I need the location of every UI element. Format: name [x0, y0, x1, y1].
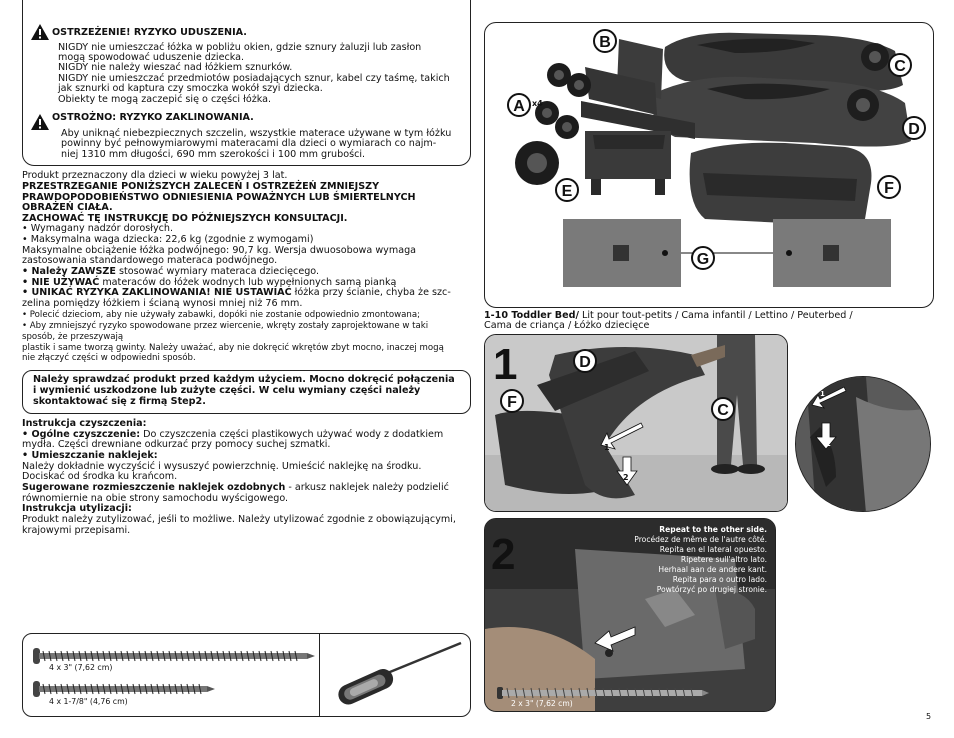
inspection-box	[22, 370, 471, 414]
step-number: 1	[493, 340, 518, 389]
bullet-item: nie złączyć części w odpowiedni sposób.	[22, 353, 196, 363]
repeat-line: Powtórzyć po drugiej stronie.	[656, 585, 767, 594]
screwdriver-icon	[329, 640, 465, 712]
hardware-box	[22, 633, 471, 717]
bullet-item: sposób, że przeszywają	[22, 332, 124, 342]
warning-heading: PRZESTRZEGANIE PONIŻSZYCH ZALECEŃ I OSTRZEŻEŃ ZMNIEJSZY	[22, 181, 380, 192]
page-number: 5	[926, 712, 932, 721]
step1-label-c: C	[711, 397, 735, 421]
part-label-g: G	[691, 246, 715, 270]
disposal-text: krajowymi przepisami.	[22, 525, 131, 536]
warning-line: NIGDY nie umieszczać przedmiotów posiadających sznur, kabel czy taśmę, takich	[58, 73, 450, 84]
step2-photo	[484, 518, 776, 712]
warning-line: mogą spowodować uduszenie dziecka.	[58, 52, 245, 63]
bullet-item: • Wymagany nadzór dorosłych.	[22, 223, 174, 234]
decal-text: Dociskać od środka ku krańcom.	[22, 471, 178, 482]
keep-instructions: ZACHOWAĆ TĘ INSTRUKCJĘ DO PÓŹNIEJSZYCH KONSULTACJI.	[22, 213, 348, 224]
step1-detail-illustration	[796, 377, 931, 512]
warning-box	[22, 0, 471, 166]
bullet-item: zelina pomiędzy łóżkiem i ścianą wynosi mniej niż 76 mm.	[22, 298, 303, 309]
caution-title: OSTROŻNO: RYZYKO ZAKLINOWANIA.	[52, 112, 254, 123]
repeat-line: Procédez de même de l'autre côté.	[634, 535, 767, 544]
bullet-item: zastosowania standardowego materaca podwójnego.	[22, 255, 278, 266]
long-screw-label: 4 x 3" (7,62 cm)	[49, 663, 113, 672]
repeat-line: Repita en el lateral opuesto.	[659, 545, 767, 554]
step1-label-f: F	[500, 389, 524, 413]
cleaning-general: mydła. Części drewniane odkurzać przy pomocy suchej szmatki.	[22, 439, 331, 450]
warning-title: OSTRZEŻENIE! RYZYKO UDUSZENIA.	[52, 27, 247, 38]
repeat-line: Repita para o outro lado.	[672, 575, 767, 584]
warning-line: jak sznurki od kaptura czy smoczka wokół szyi dziecka.	[58, 83, 323, 94]
inspection-line: i wymienić uszkodzone lub zużyte części. W celu wymiany części należy	[33, 385, 421, 396]
part-label-c: C	[888, 53, 912, 77]
bullet-item: • Maksymalna waga dziecka: 22,6 kg (zgodnie z wymogami)	[22, 234, 314, 245]
hardware-divider	[319, 634, 320, 716]
inspection-line: skontaktować się z firmą Step2.	[33, 396, 206, 407]
warning-heading: OBRAŻEŃ CIAŁA.	[22, 202, 113, 213]
bullet-item: • Aby zmniejszyć ryzyko spowodowane przez wiercenie, wkręty zostały zaprojektowane w taki	[22, 321, 429, 331]
decal-title: • Umieszczanie naklejek:	[22, 450, 158, 461]
repeat-instructions	[634, 525, 767, 595]
part-a-quantity: x4	[532, 99, 543, 108]
caution-line: Aby uniknąć niebezpiecznych szczelin, wszystkie materace używane w tym łóżku	[61, 128, 452, 139]
warning-line: NIGDY nie należy wieszać nad łóżkiem sznurków.	[58, 62, 293, 73]
repeat-line: Repeat to the other side.	[659, 525, 767, 534]
product-caption: Cama de criança / Łóżko dziecięce	[484, 320, 650, 331]
warning-triangle-icon	[30, 23, 50, 41]
bullet-item: plastik i same tworzą gwinty. Należy uważać, aby nie dokręcić wkrętów zbyt mocno, inaczej mogą	[22, 343, 444, 353]
detail-arrow-number: 1	[820, 390, 825, 398]
step-number: 2	[491, 530, 516, 579]
decal-placement: Sugerowane rozmieszczenie naklejek ozdobnych - arkusz naklejek należy podzielić	[22, 482, 449, 493]
part-label-a: A	[507, 93, 531, 117]
short-screw-label: 4 x 1-7/8" (4,76 cm)	[49, 697, 128, 706]
decal-placement: równomiernie na obie strony samochodu wyścigowego.	[22, 493, 289, 504]
cleaning-title: Instrukcja czyszczenia:	[22, 418, 147, 429]
bullet-item: • UNIKAĆ RYZYKA ZAKLINOWANIA! NIE USTAWIAĆ łóżka przy ścianie, chyba że szc-	[22, 287, 451, 298]
age-text: Produkt przeznaczony dla dzieci w wieku powyżej 3 lat.	[22, 170, 288, 181]
part-label-b: B	[593, 29, 617, 53]
bullet-item: • Należy ZAWSZE stosować wymiary materaca dziecięcego.	[22, 266, 320, 277]
product-caption: 1-10 Toddler Bed/ Lit pour tout-petits / Cama infantil / Lettino / Peuterbed /	[484, 310, 853, 321]
caution-triangle-icon	[30, 113, 50, 131]
step1-arrow-number: 2	[623, 473, 629, 482]
step1-detail-circle	[795, 376, 931, 512]
cleaning-general: • Ogólne czyszczenie: Do czyszczenia części plastikowych używać wody z dodatkiem	[22, 429, 444, 440]
step2-screw-label: 2 x 3" (7,62 cm)	[511, 699, 573, 708]
warning-heading: PRAWDOPODOBIEŃSTWO ODNIESIENIA POWAŻNYCH LUB ŚMIERTELNYCH	[22, 192, 416, 203]
caution-line: niej 1310 mm długości, 690 mm szerokości i 100 mm grubości.	[61, 149, 366, 160]
short-screw-icon	[33, 680, 215, 698]
warning-line: NIGDY nie umieszczać łóżka w pobliżu okien, gdzie sznury żaluzji lub zasłon	[58, 42, 422, 53]
step1-arrow-number: 1	[604, 443, 610, 452]
bullet-item: • Polecić dzieciom, aby nie używały zabawki, dopóki nie zostanie odpowiednio zmontowana;	[22, 310, 421, 320]
part-label-f: F	[877, 175, 901, 199]
bullet-item: • NIE UŻYWAĆ materaców do łóżek wodnych lub wypełnionych samą pianką	[22, 277, 397, 288]
part-label-e: E	[555, 178, 579, 202]
disposal-title: Instrukcja utylizacji:	[22, 503, 132, 514]
repeat-line: Herhaal aan de andere kant.	[658, 565, 767, 574]
parts-diagram	[484, 22, 934, 308]
part-label-d: D	[902, 116, 926, 140]
step1-label-d: D	[573, 349, 597, 373]
disposal-text: Produkt należy zutylizować, jeśli to możliwe. Należy utylizować zgodnie z obowiązującymi,	[22, 514, 456, 525]
detail-arrow-number: 2	[826, 440, 831, 448]
caution-line: powinny być pełnowymiarowymi materacami dla dzieci o wymiarach co najm-	[61, 138, 437, 149]
decal-text: Należy dokładnie wyczyścić i wysuszyć powierzchnię. Umieścić naklejkę na środku.	[22, 461, 422, 472]
inspection-line: Należy sprawdzać produkt przed każdym użyciem. Mocno dokręcić połączenia	[33, 374, 455, 385]
repeat-line: Ripetere sull'altro lato.	[680, 555, 767, 564]
bullet-item: Maksymalne obciążenie łóżka podwójnego: 90,7 kg. Wersja dwuosobowa wymaga	[22, 245, 417, 256]
warning-line: Obiekty te mogą zaczepić się o części łóżka.	[58, 94, 272, 105]
step1-illustration	[485, 335, 788, 512]
step1-photo	[484, 334, 788, 512]
